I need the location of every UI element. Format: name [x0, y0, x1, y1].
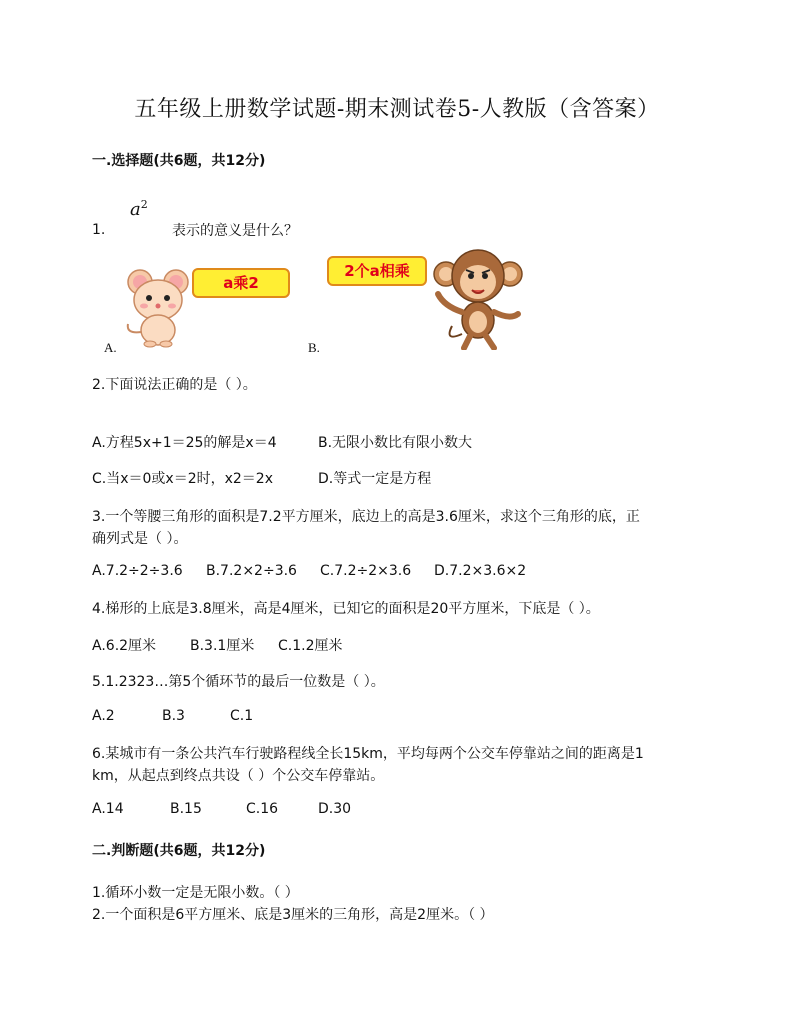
q1-text: 表示的意义是什么？ — [172, 223, 298, 239]
q2-options-row1 — [92, 432, 472, 452]
q4-option-c: C.1.2厘米 — [278, 638, 343, 654]
q3-option-a: A.7.2÷2÷3.6 — [92, 563, 183, 579]
q2-option-c: C.当x＝0或x＝2时，x2＝2x — [92, 471, 273, 487]
q6-text-line1: 6.某城市有一条公共汽车行驶路程线全长15km，平均每两个公交车停靠站之间的距离是1 — [92, 746, 644, 762]
q2-option-d: D.等式一定是方程 — [318, 471, 432, 487]
q5-option-a: A.2 — [92, 708, 115, 724]
q1-formula-exponent: 2 — [140, 198, 148, 211]
q1-formula — [130, 198, 148, 220]
section-heading-choice: 一.选择题(共6题，共12分) — [92, 153, 266, 169]
q3-option-d: D.7.2×3.6×2 — [434, 563, 527, 579]
q1-option-b-label: B. — [308, 340, 320, 355]
judgement-2: 2.一个面积是6平方厘米、底是3厘米的三角形，高是2厘米。（ ） — [92, 907, 494, 923]
bubble-a-text: a乘2 — [223, 274, 259, 292]
q2-option-a: A.方程5x+1＝25的解是x＝4 — [92, 435, 277, 451]
bubble-b — [327, 256, 427, 286]
q2-text: 2.下面说法正确的是（ ）。 — [92, 377, 257, 393]
q6-option-a: A.14 — [92, 801, 124, 817]
q3-text-line2: 确列式是（ ）。 — [92, 531, 188, 547]
q6-option-b: B.15 — [170, 801, 202, 817]
q1-formula-base: a — [130, 199, 141, 220]
q1-number: 1. — [92, 222, 106, 238]
q5-option-c: C.1 — [230, 708, 254, 724]
q6-text-line2: km，从起点到终点共设（ ）个公交车停靠站。 — [92, 768, 385, 784]
mouse-illustration — [118, 268, 198, 348]
q2-options-row2 — [92, 468, 431, 488]
page-title: 五年级上册数学试题-期末测试卷5-人教版（含答案） — [134, 97, 660, 122]
q4-text: 4.梯形的上底是3.8厘米，高是4厘米，已知它的面积是20平方厘米，下底是（ ）。 — [92, 601, 600, 617]
bubble-a — [192, 268, 290, 298]
q4-option-a: A.6.2厘米 — [92, 638, 157, 654]
q5-options — [92, 708, 253, 724]
q6-options — [92, 801, 351, 817]
q3-option-b: B.7.2×2÷3.6 — [206, 563, 297, 579]
q6-option-d: D.30 — [318, 801, 352, 817]
q4-options — [92, 635, 343, 655]
q3-text-line1: 3.一个等腰三角形的面积是7.2平方厘米，底边上的高是3.6厘米，求这个三角形的底，正 — [92, 509, 640, 525]
monkey-illustration — [432, 246, 524, 350]
q4-option-b: B.3.1厘米 — [190, 638, 255, 654]
q2-option-b: B.无限小数比有限小数大 — [318, 435, 473, 451]
section-heading-judgement: 二.判断题(共6题，共12分) — [92, 843, 266, 859]
q3-option-c: C.7.2÷2×3.6 — [320, 563, 412, 579]
q5-option-b: B.3 — [162, 708, 185, 724]
q6-option-c: C.16 — [246, 801, 279, 817]
judgement-1: 1.循环小数一定是无限小数。（ ） — [92, 885, 299, 901]
q3-options — [92, 563, 526, 579]
bubble-b-text: 2个a相乘 — [344, 262, 410, 280]
q5-text: 5.1.2323…第5个循环节的最后一位数是（ ）。 — [92, 674, 385, 690]
q1-option-a-label: A. — [104, 340, 117, 355]
